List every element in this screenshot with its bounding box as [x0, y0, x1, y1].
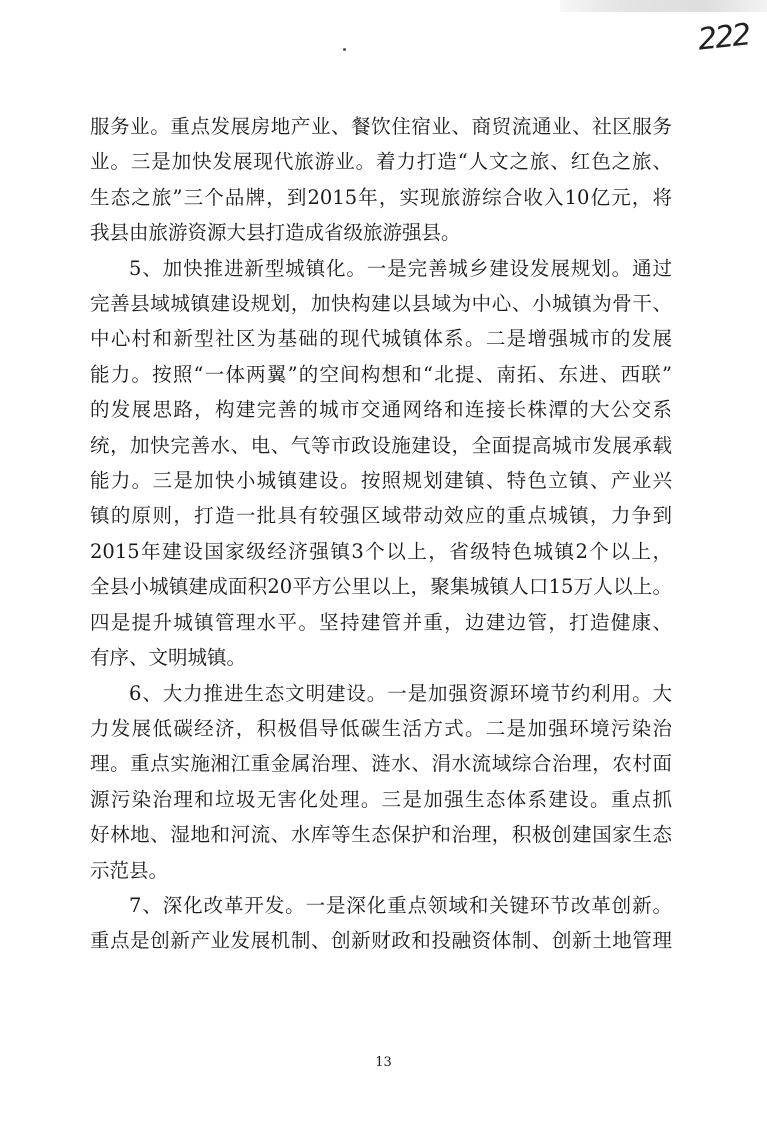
text-line: 2015年建设国家级经济强镇3个以上，省级特色城镇2个以上，	[90, 539, 672, 563]
text-line: 完善县域城镇建设规划，加快构建以县域为中心、小城镇为骨干、	[90, 292, 672, 316]
text-line: 有序、文明城镇。	[90, 646, 247, 670]
text-line: 示范县。	[90, 858, 169, 882]
text-line: 7、深化改革开发。一是深化重点领域和关键环节改革创新。	[129, 893, 672, 917]
text-line: 力发展低碳经济，积极倡导低碳生活方式。二是加强环境污染治	[90, 716, 672, 740]
text-line: 全县小城镇建成面积20平方公里以上，聚集城镇人口15万人以上。	[90, 575, 672, 599]
text-line: 的发展思路，构建完善的城市交通网络和连接长株潭的大公交系	[90, 398, 672, 422]
text-line: 重点是创新产业发展机制、创新财政和投融资体制、创新土地管理	[90, 929, 672, 953]
text-line: 理。重点实施湘江重金属治理、涟水、涓水流域综合治理，农村面	[90, 752, 672, 776]
text-line: 源污染治理和垃圾无害化处理。三是加强生态体系建设。重点抓	[90, 787, 672, 811]
text-line: 业。三是加快发展现代旅游业。着力打造“人文之旅、红色之旅、	[90, 150, 672, 174]
text-line: 统，加快完善水、电、气等市政设施建设，全面提高城市发展承载	[90, 433, 672, 457]
text-line: 好林地、湿地和河流、水库等生态保护和治理，积极创建国家生态	[90, 823, 672, 847]
text-line: 四是提升城镇管理水平。坚持建管并重，边建边管，打造健康、	[90, 610, 672, 634]
text-line: 中心村和新型社区为基础的现代城镇体系。二是增强城市的发展	[90, 327, 672, 351]
scan-edge-artifact	[560, 0, 767, 12]
page-number: 13	[375, 1055, 392, 1070]
text-line: 6、大力推进生态文明建设。一是加强资源环境节约利用。大	[129, 681, 672, 705]
text-line: 能力。三是加快小城镇建设。按照规划建镇、特色立镇、产业兴	[90, 469, 672, 493]
text-line: 生态之旅”三个品牌，到2015年，实现旅游综合收入10亿元，将	[90, 185, 672, 209]
scan-speck	[343, 48, 346, 51]
document-body	[90, 109, 672, 959]
handwritten-page-number: 222	[696, 17, 751, 58]
text-line: 能力。按照“一体两翼”的空间构想和“北提、南拓、东进、西联”	[90, 362, 672, 386]
text-line: 我县由旅游资源大县打造成省级旅游强县。	[90, 221, 461, 245]
text-line: 5、加快推进新型城镇化。一是完善城乡建设发展规划。通过	[129, 256, 672, 280]
text-line: 服务业。重点发展房地产业、餐饮住宿业、商贸流通业、社区服务	[90, 115, 672, 138]
text-line: 镇的原则，打造一批具有较强区域带动效应的重点城镇，力争到	[90, 504, 672, 528]
